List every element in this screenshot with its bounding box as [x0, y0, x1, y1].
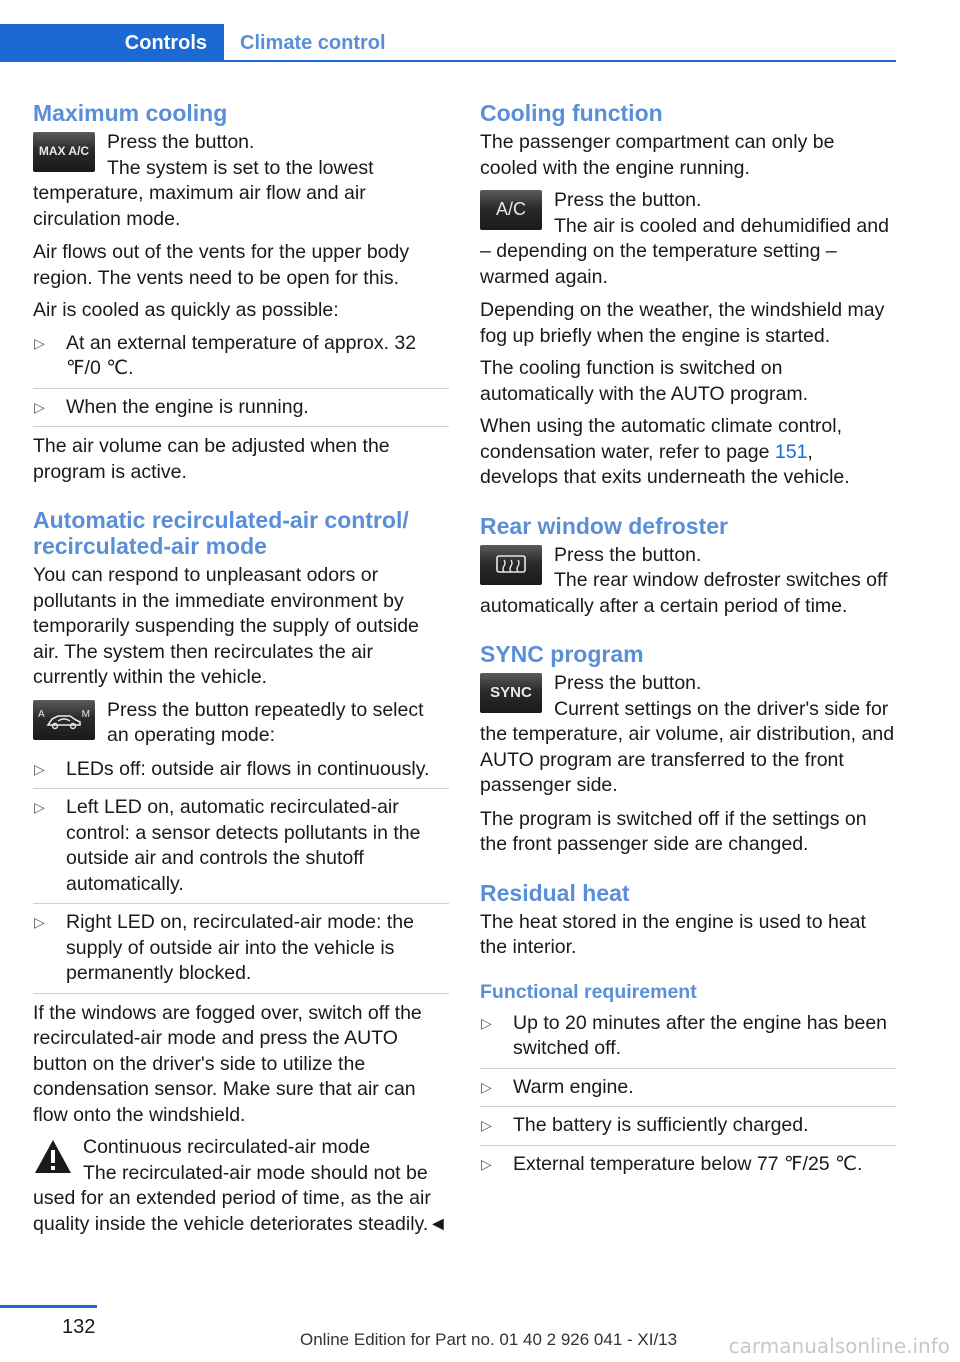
section-sync-program	[480, 641, 896, 858]
watermark: carmanualsonline.info	[728, 1334, 950, 1358]
cooling-p3: The cooling function is switched on automatically with the AUTO program.	[480, 357, 809, 405]
max-cooling-p3: The air volume can be adjusted when the program is active.	[33, 435, 390, 483]
tab-controls[interactable]: Controls	[0, 24, 224, 62]
defroster-desc: The rear window defroster switches off automatically after a certain period of time.	[480, 569, 888, 617]
section-rear-defroster	[480, 513, 896, 620]
cooling-p1: The passenger compartment can only be cooled with the engine running.	[480, 131, 835, 179]
right-column	[480, 100, 896, 1205]
sync-button-icon	[480, 673, 542, 713]
page-header	[0, 0, 960, 62]
sync-desc: Current settings on the driver's side for the temperature, air volume, air distribution, and AUTO program are transferred to the front passenger side.	[480, 697, 895, 796]
residual-list	[480, 1011, 896, 1184]
ac-press: Press the button.	[554, 189, 702, 211]
warning-title: Continuous recirculated-air mode	[83, 1136, 371, 1158]
defroster-press: Press the button.	[554, 543, 702, 566]
recirc-p2: If the windows are fogged over, switch off the recirculated-air mode and press the AUTO button on the driver's side to utilize the condensation sensor. Make sure that air can flow onto the windshield.	[33, 1001, 422, 1126]
sync-button-label: SYNC	[490, 684, 532, 702]
heading-recirculated-air: Automatic recirculated-air control/ recirculated-air mode	[33, 507, 409, 559]
recirc-corner-m: M	[81, 708, 90, 720]
recirc-press: Press the button repeatedly to select an operating mode:	[107, 698, 424, 746]
max-cooling-p1: Air flows out of the vents for the upper body region. The vents need to be open for this.	[33, 241, 410, 289]
heading-sync-program: SYNC program	[480, 641, 644, 667]
list-item: ▷ LEDs off: outside air flows in continuously.	[33, 757, 449, 790]
list-item: ▷ At an external temperature of approx. 32 ℉/0 ℃.	[33, 331, 449, 389]
list-item: ▷ The battery is sufficiently charged.	[480, 1113, 896, 1146]
ac-instruction	[480, 188, 896, 290]
cooling-p4	[480, 414, 896, 491]
tab-climate-control[interactable]: Climate control	[240, 31, 386, 54]
heading-residual-heat: Residual heat	[480, 879, 630, 906]
cooling-p4-text: When using the automatic climate control, condensation water, refer to page	[480, 415, 843, 463]
cooling-p2: Depending on the weather, the windshield may fog up briefly when the engine is started.	[480, 299, 885, 347]
ac-desc: The air is cooled and dehumidified and – depending on the temperature setting – warmed again.	[480, 214, 889, 288]
list-item: ▷ Warm engine.	[480, 1075, 896, 1108]
max-ac-button-label: MAX A/C	[38, 144, 90, 159]
list-item: ▷ Right LED on, recirculated-air mode: the supply of outside air into the vehicle is permanently blocked.	[33, 910, 449, 994]
ac-button-icon	[480, 190, 542, 230]
recirculation-button-icon	[33, 700, 95, 740]
recirc-corner-a: A	[38, 708, 45, 720]
car-recirculation-icon	[44, 709, 84, 731]
warning-note	[33, 1135, 449, 1237]
footer-rule	[0, 1305, 97, 1308]
page-link-151[interactable]: 151	[774, 440, 808, 463]
list-item: ▷ Up to 20 minutes after the engine has been switched off.	[480, 1011, 896, 1069]
heading-maximum-cooling: Maximum cooling	[33, 100, 228, 126]
header-rule	[224, 60, 896, 62]
list-item: ▷ When the engine is running.	[33, 395, 449, 428]
defroster-instruction	[480, 543, 896, 620]
heading-cooling-function: Cooling function	[480, 100, 663, 126]
section-maximum-cooling	[33, 100, 449, 485]
warning-text: The recirculated-air mode should not be used for an extended period of time, as the air quality inside the vehicle deteriorates steadily.◄	[33, 1161, 448, 1235]
rear-defroster-button-icon	[480, 545, 542, 585]
ac-button-label: A/C	[495, 199, 526, 220]
cooling-p4-text-end: , develops that exits underneath the vehicle.	[480, 440, 850, 488]
section-recirculated-air	[33, 507, 449, 1237]
heading-rear-defroster: Rear window defroster	[480, 512, 728, 539]
list-item: ▷ External temperature below 77 ℉/25 ℃.	[480, 1152, 896, 1184]
sync-press: Press the button.	[554, 672, 702, 694]
list-item: ▷ Left LED on, automatic recirculated-air control: a sensor detects pollutants in the outside air and controls the shutoff automatically.	[33, 795, 449, 904]
max-cooling-p2: Air is cooled as quickly as possible:	[33, 299, 339, 321]
heading-functional-requirement: Functional requirement	[480, 980, 697, 1003]
recirc-instruction	[33, 698, 449, 749]
max-ac-button-icon	[33, 132, 95, 172]
section-residual-heat	[480, 880, 896, 1184]
edition-note: Online Edition for Part no. 01 40 2 926 041 - XI/13	[300, 1330, 678, 1349]
rear-defrost-icon	[494, 553, 528, 577]
max-cooling-list	[33, 331, 449, 428]
max-ac-instruction	[33, 130, 449, 232]
recirc-list	[33, 757, 449, 994]
max-ac-desc: The system is set to the lowest temperature, maximum air flow and air circulation mode.	[33, 156, 374, 230]
left-column	[33, 100, 449, 1259]
max-ac-press: Press the button.	[107, 131, 255, 153]
sync-instruction	[480, 671, 896, 799]
page-number: 132	[62, 1316, 96, 1338]
residual-p1: The heat stored in the engine is used to heat the interior.	[480, 910, 866, 958]
section-cooling-function	[480, 100, 896, 491]
warning-triangle-icon	[33, 1137, 73, 1177]
recirc-p1: You can respond to unpleasant odors or pollutants in the immediate environment by temporarily suspending the supply of outside air. The system then recirculates the air currently within the vehicle.	[33, 564, 419, 688]
sync-p1: The program is switched off if the settings on the front passenger side are changed.	[480, 807, 867, 855]
